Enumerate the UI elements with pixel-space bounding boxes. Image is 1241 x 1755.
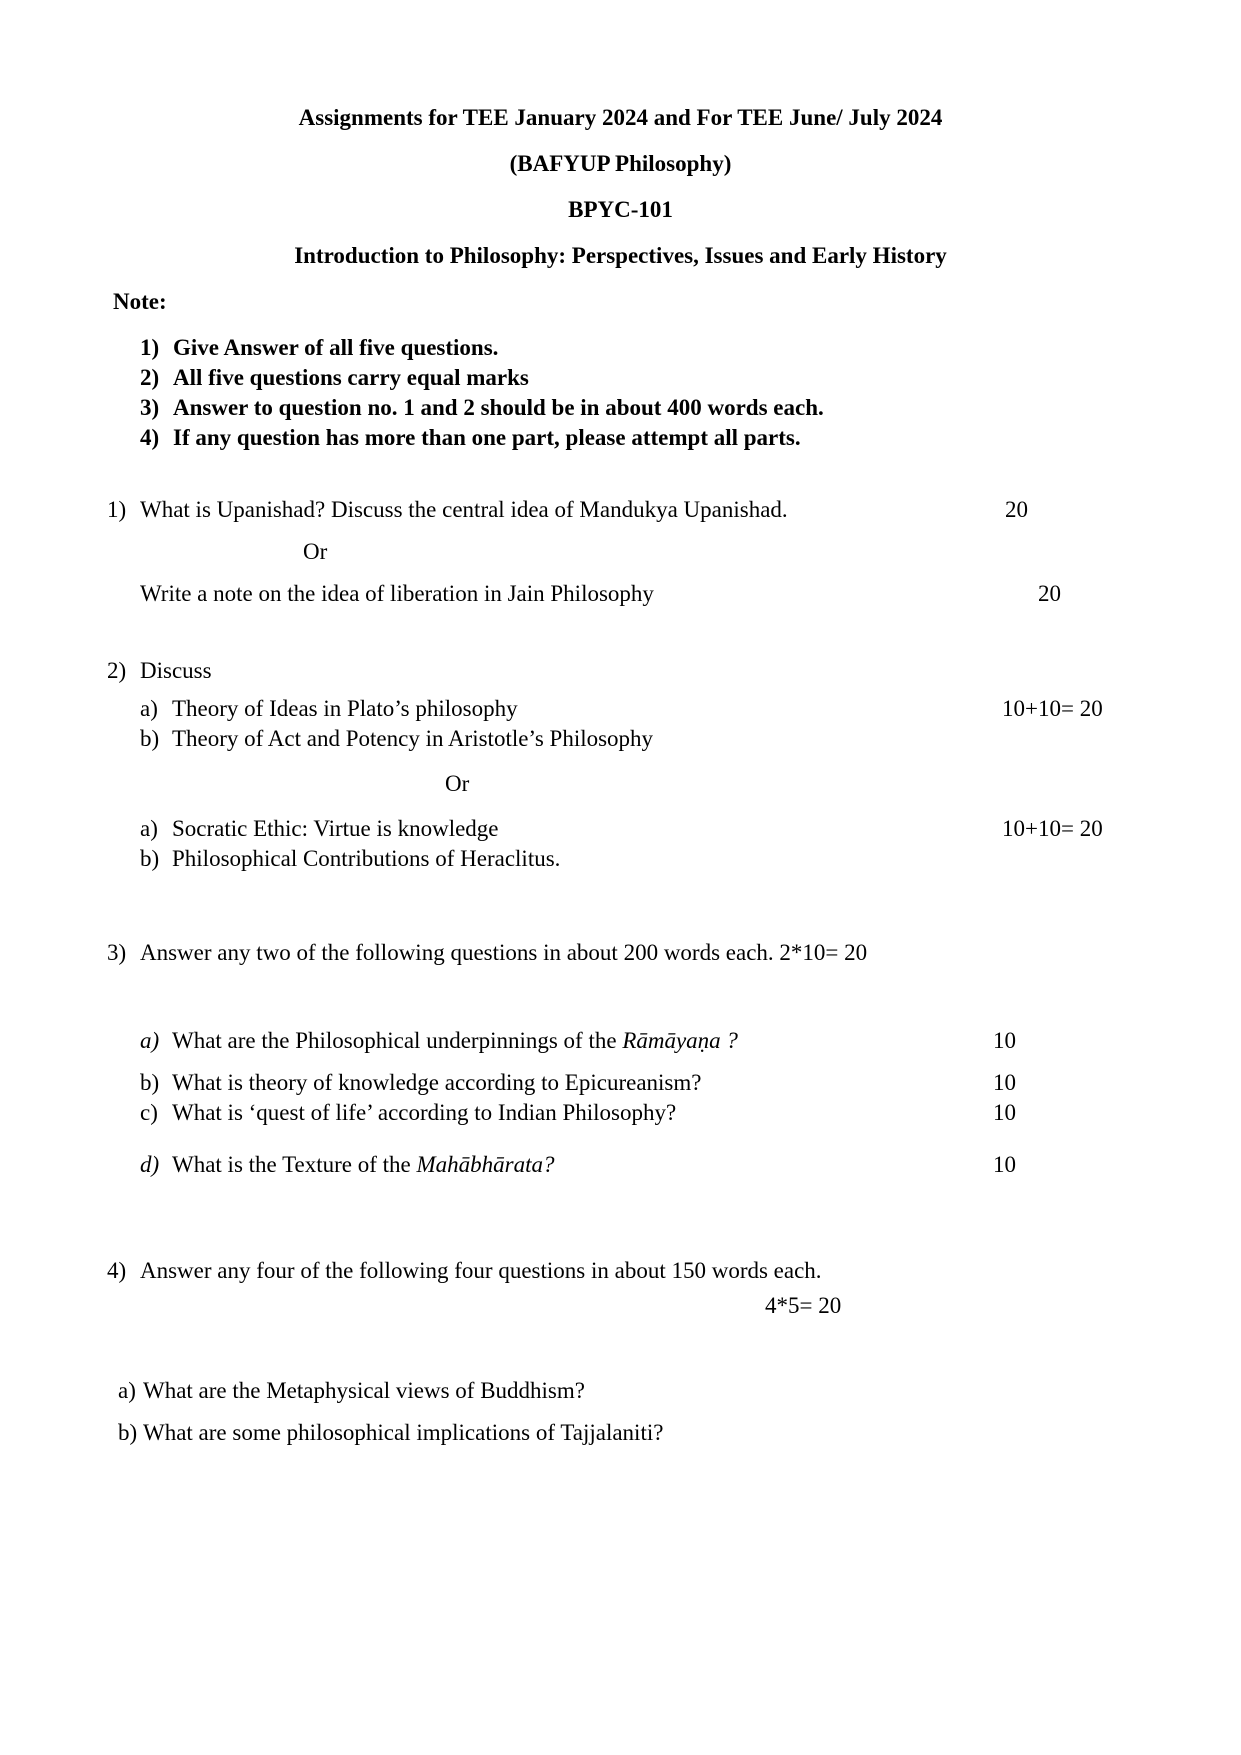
marks-value: 10	[993, 1152, 1016, 1177]
question-4	[107, 1256, 1241, 1286]
question-text: Write a note on the idea of liberation in Jain Philosophy	[140, 581, 654, 606]
question-1-alternative	[140, 579, 1241, 609]
question-4-item-a	[118, 1376, 1241, 1406]
note-item-number: 1)	[140, 335, 160, 360]
marks-value: 20	[1005, 497, 1028, 522]
note-list	[140, 333, 1241, 453]
question-2	[107, 656, 1241, 686]
marks-value: 4*5= 20	[765, 1293, 842, 1318]
question-3	[107, 938, 1241, 968]
note-item-text: If any question has more than one part, please attempt all parts.	[173, 425, 801, 450]
subquestion-text: What are the Metaphysical views of Buddhism?	[143, 1378, 585, 1403]
note-item-text: Give Answer of all five questions.	[173, 335, 499, 360]
question-text: Discuss	[140, 658, 212, 683]
question-4-item-b	[118, 1418, 1241, 1448]
question-2-set1-a	[140, 694, 1241, 724]
subquestion-letter: b)	[140, 1070, 160, 1095]
document-header	[0, 0, 1241, 271]
note-item	[140, 423, 1241, 453]
course-code: BPYC-101	[568, 197, 673, 222]
subquestion-letter: d)	[140, 1152, 160, 1177]
marks-value: 10	[993, 1100, 1016, 1125]
question-3-item-b	[140, 1068, 1241, 1098]
question-3-item-a	[140, 1026, 1241, 1056]
question-number: 1)	[107, 497, 127, 522]
question-2-set2-a	[140, 814, 1241, 844]
document-title: Assignments for TEE January 2024 and For TEE June/ July 2024	[298, 105, 943, 130]
note-item	[140, 393, 1241, 423]
note-item-text: All five questions carry equal marks	[173, 365, 529, 390]
note-item-text: Answer to question no. 1 and 2 should be in about 400 words each.	[173, 395, 824, 420]
subquestion-letter: b)	[118, 1420, 138, 1445]
question-text: Answer any four of the following four questions in about 150 words each.	[140, 1258, 822, 1283]
subquestion-text: Socratic Ethic: Virtue is knowledge	[172, 816, 499, 841]
course-title: Introduction to Philosophy: Perspectives, Issues and Early History	[294, 243, 947, 268]
subquestion-text: What is ‘quest of life’ according to Indian Philosophy?	[172, 1100, 677, 1125]
marks-value: 20	[1038, 581, 1061, 606]
subquestion-text: What is the Texture of the Mahābhārata?	[172, 1152, 555, 1177]
subquestion-text: What are some philosophical implications of Tajjalaniti?	[143, 1420, 664, 1445]
marks-value: 10	[993, 1070, 1016, 1095]
note-label: Note:	[113, 289, 167, 314]
or-separator: Or	[445, 771, 470, 796]
question-number: 2)	[107, 658, 127, 683]
subquestion-letter: a)	[140, 1028, 160, 1053]
subquestion-text: What is theory of knowledge according to Epicureanism?	[172, 1070, 702, 1095]
question-3-item-c	[140, 1098, 1241, 1128]
subquestion-text: Theory of Act and Potency in Aristotle’s Philosophy	[172, 726, 654, 751]
note-item-number: 2)	[140, 365, 160, 390]
note-item-number: 4)	[140, 425, 160, 450]
subquestion-letter: a)	[118, 1378, 136, 1403]
subquestion-text: Philosophical Contributions of Heraclitus.	[172, 846, 561, 871]
subquestion-letter: c)	[140, 1100, 158, 1125]
question-text: Answer any two of the following questions in about 200 words each. 2*10= 20	[140, 940, 868, 965]
note-item	[140, 333, 1241, 363]
or-separator: Or	[303, 539, 328, 564]
question-number: 4)	[107, 1258, 127, 1283]
marks-value: 10+10= 20	[1002, 816, 1103, 841]
marks-value: 10+10= 20	[1002, 696, 1103, 721]
subquestion-text: Theory of Ideas in Plato’s philosophy	[172, 696, 518, 721]
marks-value: 10	[993, 1028, 1016, 1053]
subquestion-letter: a)	[140, 696, 158, 721]
subquestion-text: What are the Philosophical underpinnings of the Rāmāyaṇa ?	[172, 1028, 738, 1053]
note-item-number: 3)	[140, 395, 160, 420]
programme-name: (BAFYUP Philosophy)	[509, 151, 732, 176]
question-text: What is Upanishad? Discuss the central idea of Mandukya Upanishad.	[140, 497, 788, 522]
subquestion-letter: b)	[140, 726, 160, 751]
question-2-set2-b	[140, 844, 1241, 874]
question-1	[107, 495, 1241, 525]
question-3-item-d	[140, 1150, 1241, 1180]
subquestion-letter: a)	[140, 816, 158, 841]
question-number: 3)	[107, 940, 127, 965]
italic-term: Rāmāyaṇa ?	[622, 1028, 738, 1053]
italic-term: Mahābhārata?	[416, 1152, 555, 1177]
note-item	[140, 363, 1241, 393]
question-2-set1-b	[140, 724, 1241, 754]
subquestion-letter: b)	[140, 846, 160, 871]
